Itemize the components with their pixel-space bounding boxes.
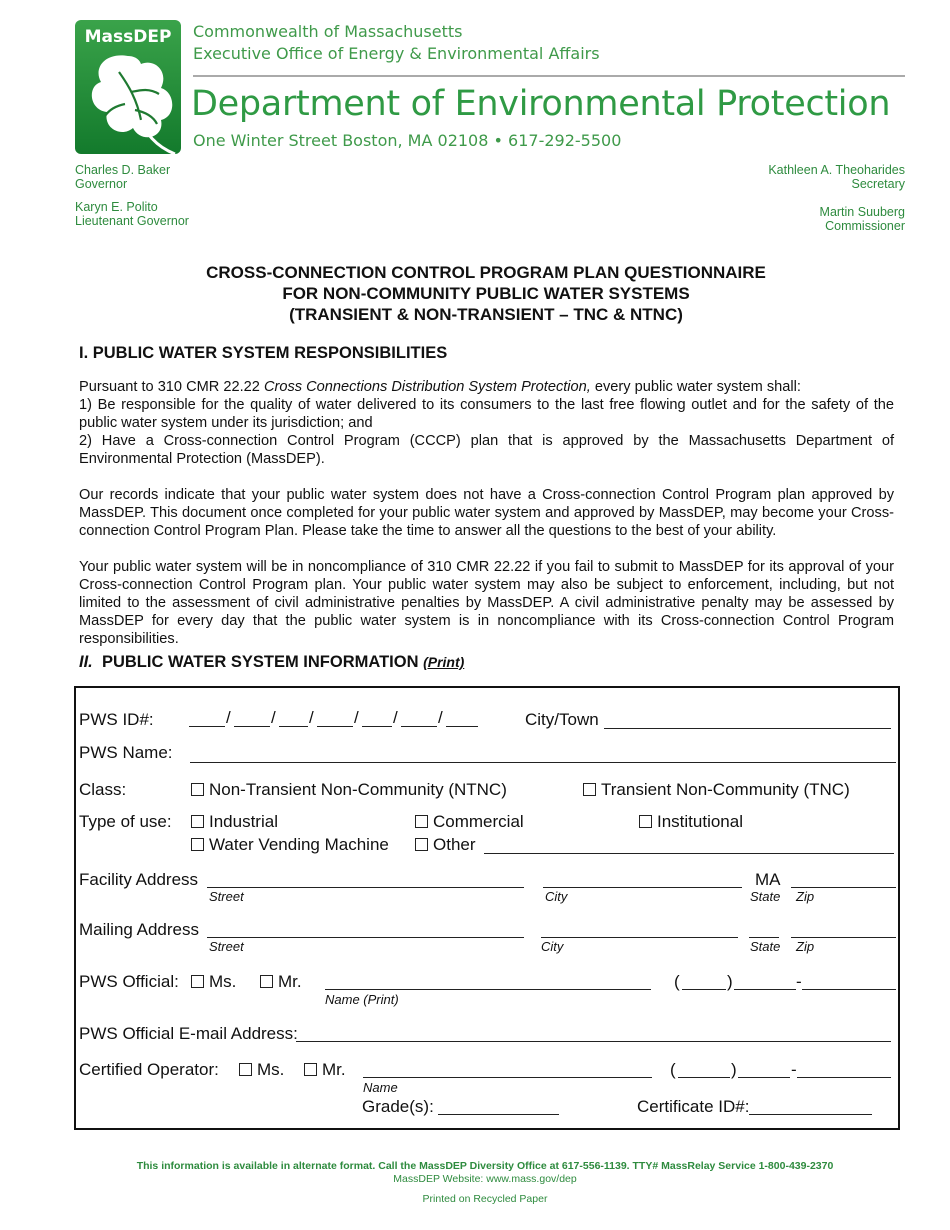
class-label: Class:: [79, 780, 127, 799]
section-2-number: II.: [79, 653, 93, 671]
website-line: MassDEP Website: www.mass.gov/dep: [393, 1173, 577, 1185]
pws-id-slash: /: [438, 708, 443, 727]
pws-official-label: PWS Official:: [79, 972, 179, 991]
document-title: [0, 262, 950, 325]
class-tnc-text: Transient Non-Community (TNC): [601, 780, 850, 799]
facility-city-caption: City: [545, 889, 568, 904]
commissioner-title: Commissioner: [825, 219, 905, 233]
city-town-label: City/Town: [525, 710, 599, 729]
phone-close-paren: ): [731, 1060, 737, 1079]
pws-id-label: PWS ID#:: [79, 710, 154, 729]
type-industrial-checkbox[interactable]: [191, 815, 204, 828]
title-line-2: FOR NON-COMMUNITY PUBLIC WATER SYSTEMS: [282, 284, 690, 303]
operator-mr-text: Mr.: [322, 1060, 346, 1079]
lt-governor-block: [75, 200, 189, 228]
type-institutional-checkbox[interactable]: [639, 815, 652, 828]
records-paragraph: Our records indicate that your public water system does not have a Cross-connection Control Program plan approved by MassDEP. This document once completed for your public water system and approved by MassDEP, may become your Cross-connection Control Program Plan. Please take the time to answer all the questions to the best of your ability.: [79, 487, 894, 539]
official-name-caption: Name (Print): [325, 992, 399, 1007]
facility-street-caption: Street: [209, 889, 244, 904]
pws-name-label: PWS Name:: [79, 743, 173, 762]
mailing-zip-field[interactable]: [791, 937, 896, 938]
operator-ms-text: Ms.: [257, 1060, 285, 1079]
title-line-3: (TRANSIENT & NON-TRANSIENT – TNC & NTNC): [289, 305, 683, 324]
governor-title: Governor: [75, 177, 128, 191]
type-vending-checkbox[interactable]: [191, 838, 204, 851]
regulation-title: Cross Connections Distribution System Protection,: [263, 379, 591, 395]
operator-name-caption: Name: [363, 1080, 398, 1095]
pursuant-paragraph: [79, 378, 894, 396]
pws-name-field[interactable]: [190, 762, 896, 763]
operator-phone-field[interactable]: [670, 1060, 892, 1080]
official-ms-option[interactable]: [191, 972, 236, 992]
type-commercial-checkbox[interactable]: [415, 815, 428, 828]
operator-mr-option[interactable]: [304, 1060, 346, 1080]
pws-id-slash: /: [309, 708, 314, 727]
facility-zip-caption: Zip: [796, 889, 815, 904]
responsibility-item-1: 1) Be responsible for the quality of water delivered to its consumers to the last free flowing outlet and for the safety of the public water system under its jurisdiction; and: [79, 397, 894, 431]
operator-ms-checkbox[interactable]: [239, 1063, 252, 1076]
type-commercial-text: Commercial: [433, 812, 524, 831]
operator-name-field[interactable]: [363, 1077, 652, 1078]
class-ntnc-checkbox[interactable]: [191, 783, 204, 796]
title-line-1: CROSS-CONNECTION CONTROL PROGRAM PLAN QUESTIONNAIRE: [206, 263, 766, 282]
pursuant-text-end: every public water system shall:: [590, 379, 801, 395]
footer: [0, 1160, 950, 1206]
commissioner-name: Martin Suuberg: [819, 205, 905, 219]
pws-id-field[interactable]: [189, 706, 479, 728]
mailing-street-field[interactable]: [207, 937, 524, 938]
type-other-option[interactable]: [415, 835, 476, 855]
official-mr-checkbox[interactable]: [260, 975, 273, 988]
type-commercial-option[interactable]: [415, 812, 524, 832]
type-of-use-label: Type of use:: [79, 812, 172, 831]
type-vending-option[interactable]: [191, 835, 389, 855]
type-vending-text: Water Vending Machine: [209, 835, 389, 854]
section-2-heading: [79, 653, 464, 672]
mailing-zip-caption: Zip: [796, 939, 815, 954]
mailing-address-label: Mailing Address: [79, 920, 200, 939]
section-1-heading: I. PUBLIC WATER SYSTEM RESPONSIBILITIES: [79, 344, 448, 362]
phone-open-paren: (: [674, 972, 680, 991]
commissioner-block: [820, 205, 905, 233]
mailing-state-field[interactable]: [749, 937, 779, 938]
lt-governor-title: Lieutenant Governor: [75, 214, 189, 228]
official-ms-text: Ms.: [209, 972, 237, 991]
governor-name: Charles D. Baker: [75, 163, 171, 177]
type-industrial-option[interactable]: [191, 812, 278, 832]
grades-field[interactable]: [438, 1114, 559, 1115]
certificate-id-field[interactable]: [749, 1114, 872, 1115]
section-2-print-note: (Print): [423, 654, 465, 670]
department-address: One Winter Street Boston, MA 02108 • 617-292-5500: [193, 131, 622, 150]
official-phone-field[interactable]: [674, 972, 896, 992]
mailing-state-caption: State: [750, 939, 781, 954]
type-institutional-option[interactable]: [639, 812, 743, 832]
mailing-city-field[interactable]: [541, 937, 738, 938]
mailing-city-caption: City: [541, 939, 564, 954]
type-other-checkbox[interactable]: [415, 838, 428, 851]
facility-city-field[interactable]: [543, 887, 742, 888]
section-2-title: PUBLIC WATER SYSTEM INFORMATION: [101, 653, 419, 671]
official-email-field[interactable]: [296, 1041, 891, 1042]
operator-mr-checkbox[interactable]: [304, 1063, 317, 1076]
secretary-name: Kathleen A. Theoharides: [768, 163, 905, 177]
type-institutional-text: Institutional: [657, 812, 743, 831]
pws-id-slash: /: [393, 708, 398, 727]
type-other-field[interactable]: [484, 853, 894, 854]
official-name-field[interactable]: [325, 989, 651, 990]
certified-operator-label: Certified Operator:: [79, 1060, 219, 1079]
pursuant-text: Pursuant to 310 CMR 22.22: [79, 379, 264, 395]
official-email-label: PWS Official E-mail Address:: [79, 1024, 298, 1043]
lt-governor-name: Karyn E. Polito: [75, 200, 158, 214]
official-mr-text: Mr.: [278, 972, 302, 991]
class-tnc-checkbox[interactable]: [583, 783, 596, 796]
pws-id-slash: /: [271, 708, 276, 727]
official-mr-option[interactable]: [260, 972, 302, 992]
pws-id-slash: /: [354, 708, 359, 727]
noncompliance-paragraph: Your public water system will be in noncompliance of 310 CMR 22.22 if you fail to submit to MassDEP for its approval of your Cross-connection Control Program plan. Your public water system may also be subject to enforcement, including, but not limited to the assessment of civil administrative penalties by MassDEP. A civil administrative penalty may be assessed by MassDEP for every day that the public water system is in noncompliance with its Cross-connection Control Program responsibilities.: [79, 559, 894, 647]
facility-zip-field[interactable]: [791, 887, 896, 888]
facility-state-caption: State: [750, 889, 781, 904]
certificate-id-label: Certificate ID#:: [637, 1097, 750, 1116]
header-rule: [193, 75, 905, 77]
facility-address-label: Facility Address: [79, 870, 199, 889]
recycled-paper-note: Printed on Recycled Paper: [422, 1193, 548, 1205]
alt-format-notice: This information is available in alternate format. Call the MassDEP Diversity Office at 617-556-1139. TTY# MassRelay Service 1-800-439-2370: [136, 1160, 834, 1172]
pws-id-slash: /: [226, 708, 231, 727]
type-industrial-text: Industrial: [209, 812, 278, 831]
class-ntnc-text: Non-Transient Non-Community (NTNC): [209, 780, 507, 799]
facility-state-value: MA: [755, 870, 781, 889]
office-line: Executive Office of Energy & Environmental Affairs: [193, 44, 600, 63]
mailing-street-caption: Street: [209, 939, 244, 954]
class-tnc-option[interactable]: [583, 780, 850, 800]
phone-dash: -: [796, 972, 802, 991]
class-ntnc-option[interactable]: [191, 780, 507, 800]
secretary-title: Secretary: [851, 177, 905, 191]
city-town-field[interactable]: [604, 728, 891, 729]
phone-dash: -: [791, 1060, 797, 1079]
facility-street-field[interactable]: [207, 887, 524, 888]
logo-text: MassDEP: [84, 27, 172, 47]
secretary-block: [768, 163, 905, 191]
type-other-text: Other: [433, 835, 476, 854]
responsibility-item-2: 2) Have a Cross-connection Control Program (CCCP) plan that is approved by the Massachusetts Department of Environmental Protection (MassDEP).: [79, 433, 894, 467]
operator-ms-option[interactable]: [239, 1060, 284, 1080]
phone-open-paren: (: [670, 1060, 676, 1079]
grades-label: Grade(s):: [362, 1097, 434, 1116]
phone-close-paren: ): [727, 972, 733, 991]
department-title: Department of Environmental Protection: [191, 84, 891, 124]
massdep-logo: [75, 20, 181, 158]
governor-block: [75, 163, 170, 191]
official-ms-checkbox[interactable]: [191, 975, 204, 988]
commonwealth-line: Commonwealth of Massachusetts: [193, 22, 463, 41]
section-1-body: [79, 378, 894, 648]
